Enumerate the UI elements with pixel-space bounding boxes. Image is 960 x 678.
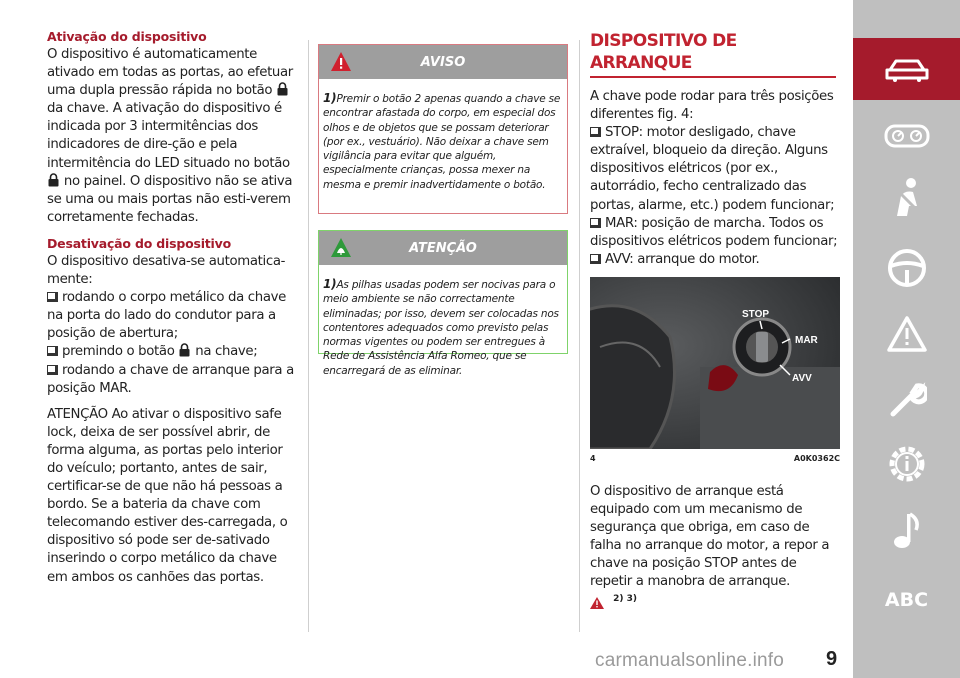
stop-label: STOP <box>742 308 770 320</box>
figure-caption <box>590 454 840 463</box>
car-icon <box>884 56 930 82</box>
sidebar-item-multimedia[interactable] <box>853 498 960 562</box>
bullet-box-icon <box>590 254 601 264</box>
column-divider <box>579 40 580 632</box>
avv-label: AVV <box>792 372 812 384</box>
bullet-box-icon <box>47 346 58 356</box>
title-underline <box>590 76 836 78</box>
bullet-box-icon <box>590 218 601 228</box>
lock-icon <box>179 343 190 357</box>
sidebar-item-car[interactable] <box>853 38 960 100</box>
sidebar-item-emergency[interactable] <box>853 302 960 366</box>
figure-code: A0K0362C <box>793 453 840 463</box>
paragraph-activation: O dispositivo é automaticamente ativado em todas as portas, ao efetuar uma dupla pressão rápida no botão da chave. A ativação do dispositivo é indicada por 3 intermitências dos indicadores de dire-ção e pela intermitência do LED situado no botão no painel. O dispositivo não se ativa se uma ou mais portas não esti-verem corretamente fechadas. <box>47 47 293 225</box>
warning-small-icon <box>590 597 604 609</box>
atencao-box <box>318 230 568 377</box>
paragraph-after-figure: O dispositivo de arranque está equipado com um mecanismo de segurança que obriga, em caso de falha no arranque do motor, a repor a chave na posição STOP antes de repetir a manobra de arranque. <box>590 483 830 590</box>
list-item: rodando o corpo metálico da chave na porta do lado do condutor para a posição de abertura; <box>47 290 286 342</box>
figure-number: 4 <box>590 453 596 463</box>
lock-icon <box>277 82 288 96</box>
intro-paragraph: A chave pode rodar para três posições diferentes fig. 4: <box>590 89 834 123</box>
list-item: STOP: motor desligado, chave extraível, bloqueio da direção. Alguns dispositivos elétricos (por ex., autorrádio, fecho centralizado das portas, alarme, etc.) podem funcionar; <box>590 125 835 213</box>
list-item: premindo o botão na chave; <box>47 343 297 361</box>
notes-line <box>590 594 840 613</box>
dashboard-gauges-icon <box>884 124 930 148</box>
list-item: MAR: posição de marcha. Todos os dispositivos elétricos podem funcionar; <box>590 215 838 249</box>
music-note-icon <box>892 510 922 550</box>
watermark: carmanualsonline.info <box>595 650 785 671</box>
mar-label: MAR <box>795 334 818 346</box>
gear-info-icon <box>886 443 928 485</box>
notes-ref: 2) 3) <box>613 593 637 604</box>
bullet-box-icon <box>47 292 58 302</box>
sidebar-item-safety[interactable] <box>853 166 960 230</box>
atencao-title: ATENÇÃO <box>409 241 477 256</box>
atencao-text: 1)As pilhas usadas podem ser nocivas para o meio ambiente se não correctamente eliminadas; por isso, devem ser colocadas nos contentores adequados como previsto pelas normas vigentes ou podem ser entregues à Rede de Assistência Alfa Romeo, que se encarregará de as eliminar. <box>323 277 559 377</box>
bullet-box-icon <box>590 127 601 137</box>
heading-activation: Ativação do dispositivo <box>47 29 207 44</box>
paragraph-deactivation: O dispositivo desativa-se automatica-mente: <box>47 253 286 288</box>
bullet-box-icon <box>47 365 58 375</box>
aviso-title: AVISO <box>420 55 466 70</box>
steering-wheel-icon <box>887 248 927 288</box>
ignition-photo <box>590 277 840 449</box>
sidebar-item-maintenance[interactable] <box>853 368 960 432</box>
aviso-text: 1)Premir o botão 2 apenas quando a chave se encontrar afastada do corpo, em especial dos olhos e de objetos que se possam deteriorar (por ex., vestuário). Não deixar a chave sem vigilância para evitar que alguém, especialmente crianças, possa mexer na mesma e premir inadvertidamente o botão. <box>323 91 561 191</box>
ignition-figure <box>590 277 840 449</box>
aviso-box <box>318 44 568 214</box>
column-divider <box>308 40 309 632</box>
atencao-bar <box>319 231 567 265</box>
warning-triangle-icon <box>886 315 928 353</box>
sidebar-item-driving[interactable] <box>853 236 960 300</box>
paragraph-attention: ATENÇÃO Ao ativar o dispositivo safe lock, deixa de ser possível abrir, de forma alguma, as portas pelo interior do veículo; portanto, antes de sair, certificar-se de que não há pessoas a bordo. Se a bateria da chave com telecomando estiver des-carregada, o dispositivo só pode ser de-sativado inserindo o corpo metálico da chave em ambos os canhões das portas. <box>47 406 288 585</box>
left-column <box>47 28 297 587</box>
sidebar-item-technical[interactable] <box>853 432 960 496</box>
right-column <box>590 30 840 613</box>
aviso-bar <box>319 45 567 79</box>
lock-icon <box>48 173 59 187</box>
list-item: AVV: arranque do motor. <box>590 251 840 269</box>
list-item: rodando a chave de arranque para a posição MAR. <box>47 362 294 396</box>
section-title: DISPOSITIVO DE ARRANQUE <box>590 31 737 73</box>
wrench-icon <box>887 380 927 420</box>
heading-deactivation: Desativação do dispositivo <box>47 235 231 251</box>
sidebar-item-dashboard[interactable] <box>853 104 960 168</box>
chapter-sidebar <box>853 0 960 678</box>
page-number: 9 <box>826 648 838 670</box>
seatbelt-person-icon <box>887 176 927 220</box>
abc-index-label: ABC <box>884 589 929 611</box>
middle-column <box>318 44 568 377</box>
sidebar-item-index[interactable] <box>853 568 960 632</box>
